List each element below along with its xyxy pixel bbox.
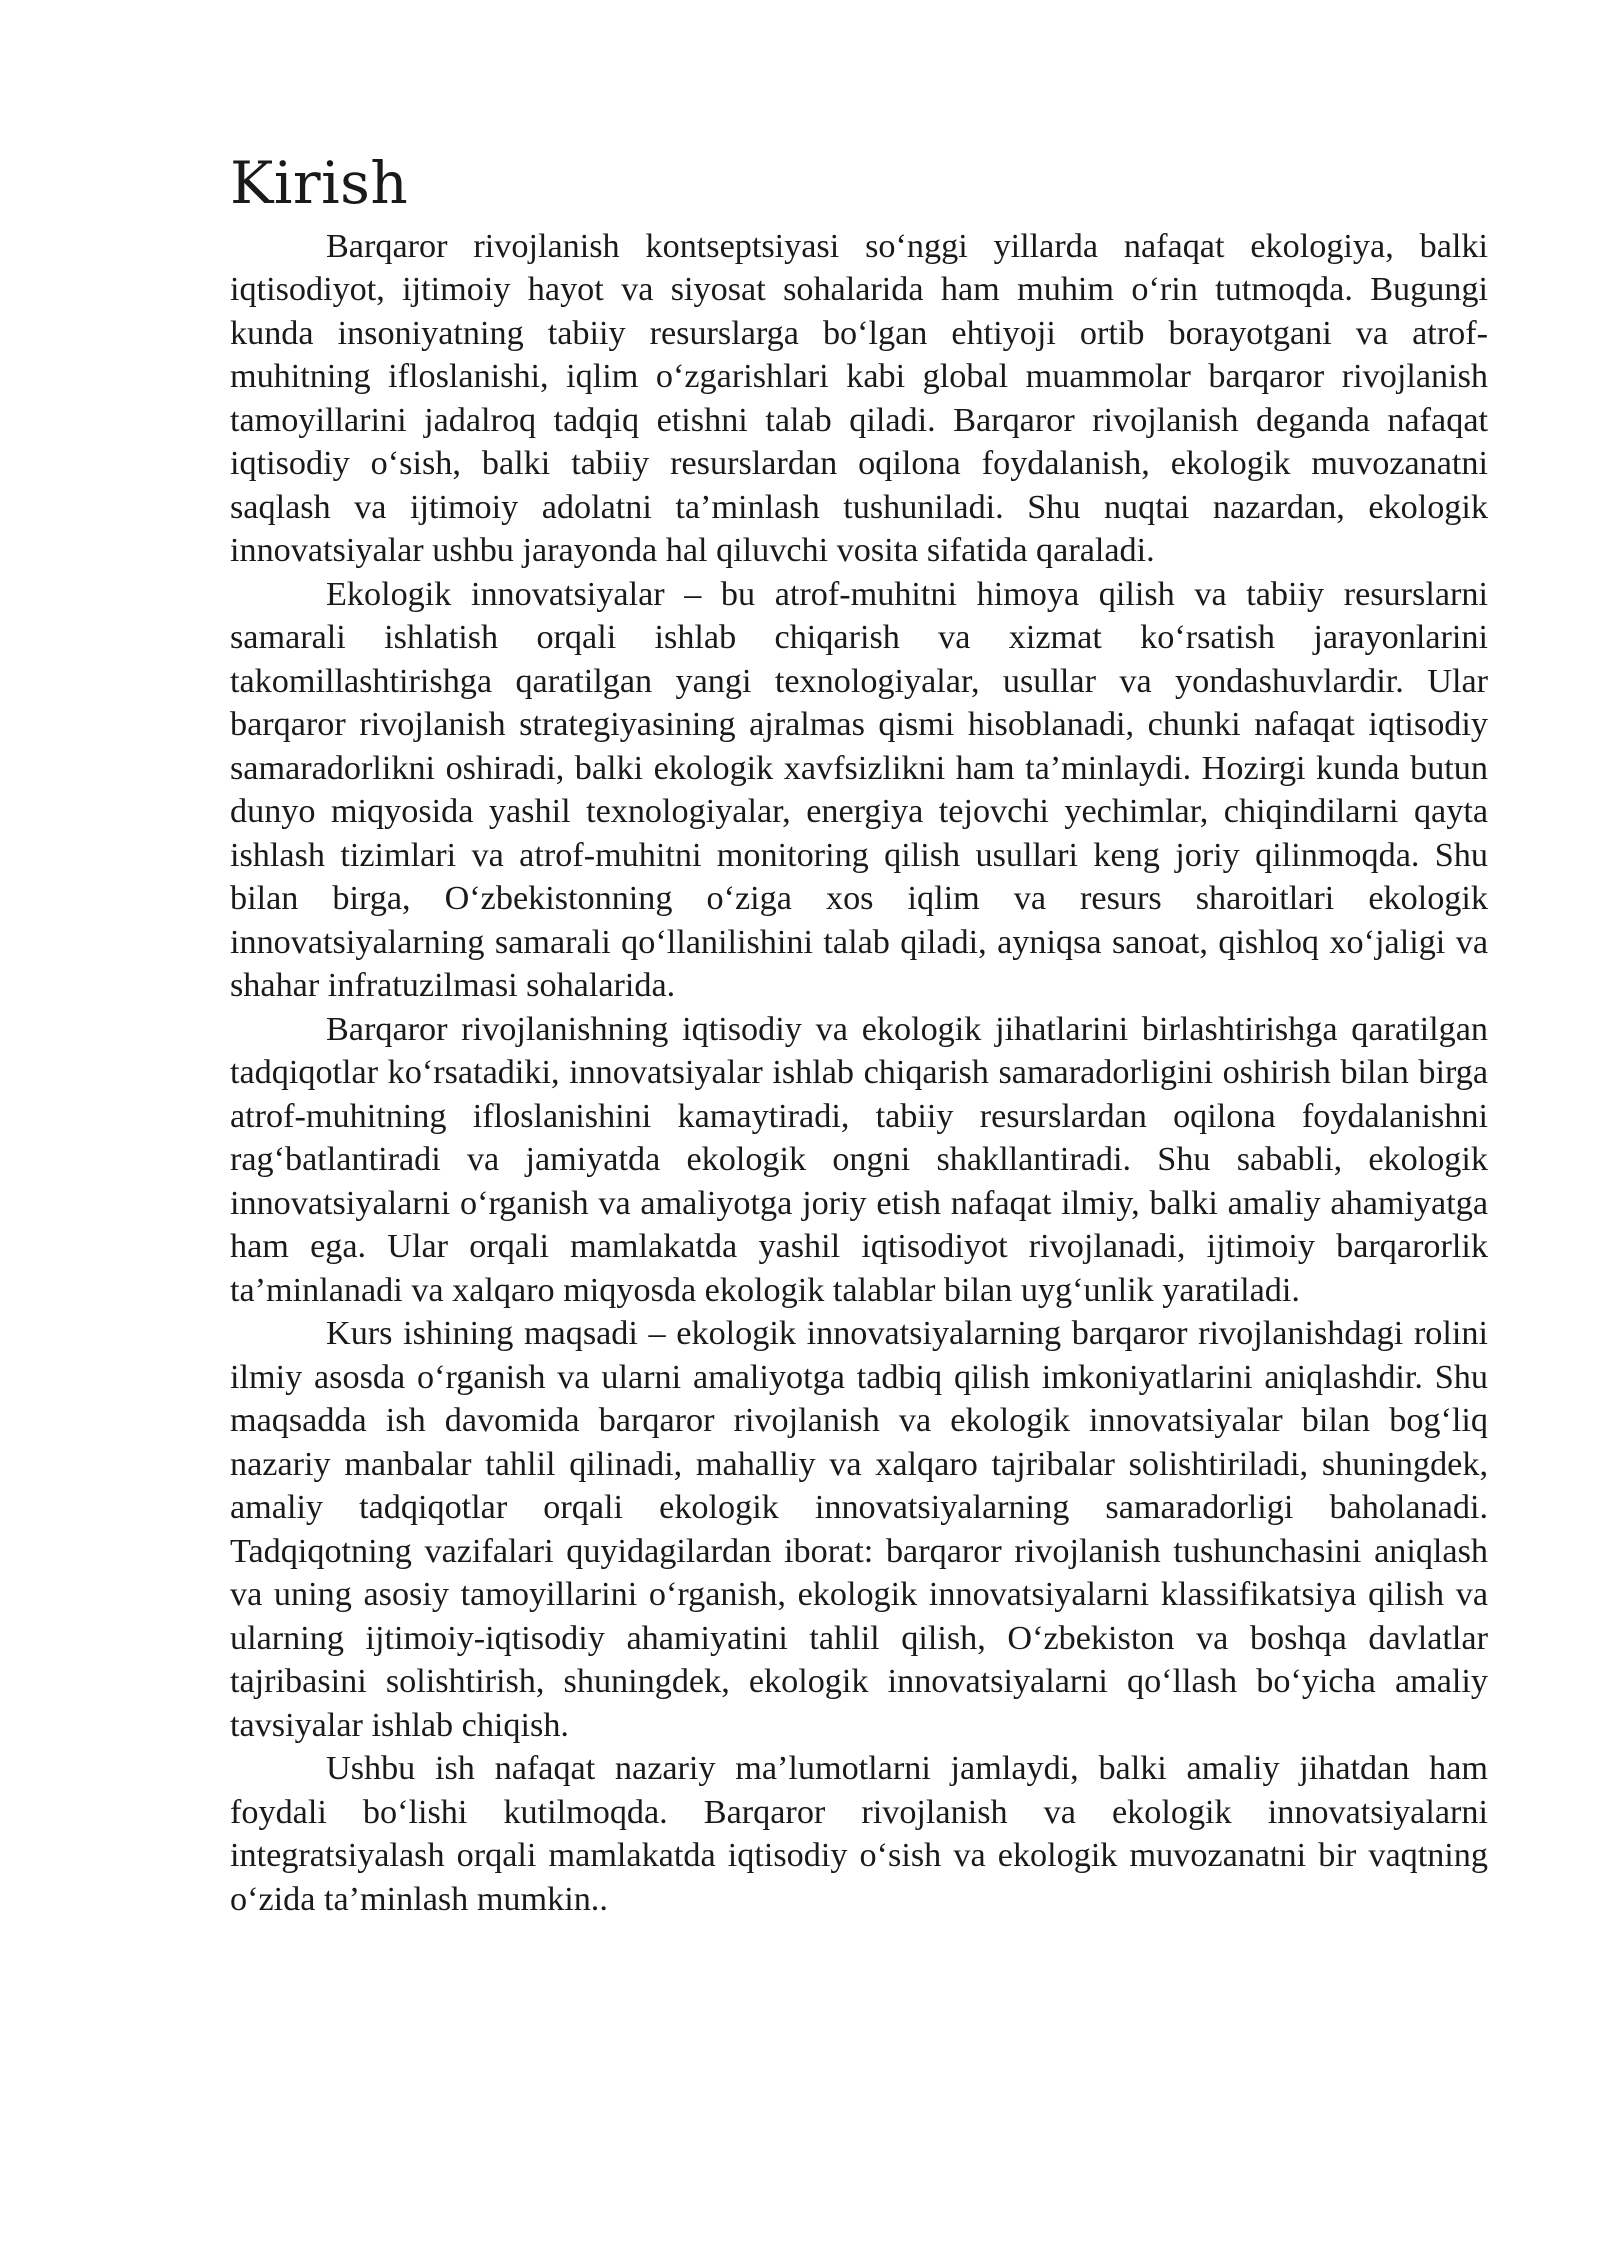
document-page [230, 150, 1488, 1921]
paragraph-1: Barqaror rivojlanish kontseptsiyasi so‘nggi yillarda nafaqat ekologiya, balki iqtisodiyot, ijtimoiy hayot va siyosat sohalarida ham muhim o‘rin tutmoqda. Bugungi kunda insoniyatning tabiiy resurslarga bo‘lgan ehtiyoji ortib borayotgani va atrof-muhitning ifloslanishi, iqlim o‘zgarishlari kabi global muammolar barqaror rivojlanish tamoyillarini jadalroq tadqiq etishni talab qiladi. Barqaror rivojlanish deganda nafaqat iqtisodiy o‘sish, balki tabiiy resurslardan oqilona foydalanish, ekologik muvozanatni saqlash va ijtimoiy adolatni ta’minlash tushuniladi. Shu nuqtai nazardan, ekologik innovatsiyalar ushbu jarayonda hal qiluvchi vosita sifatida qaraladi. [230, 227, 1488, 570]
paragraph-5: Ushbu ish nafaqat nazariy ma’lumotlarni jamlaydi, balki amaliy jihatdan ham foydali bo‘lishi kutilmoqda. Barqaror rivojlanish va ekologik innovatsiyalarni integratsiyalash orqali mamlakatda iqtisodiy o‘sish va ekologik muvozanatni bir vaqtning o‘zida ta’minlash mumkin.. [230, 1750, 1488, 1918]
paragraph-2: Ekologik innovatsiyalar – bu atrof-muhitni himoya qilish va tabiiy resurslarni samarali ishlatish orqali ishlab chiqarish va xizmat ko‘rsatish jarayonlarini takomillashtirishga qaratilgan yangi texnologiyalar, usullar va yondashuvlardir. Ular barqaror rivojlanish strategiyasining ajralmas qismi hisoblanadi, chunki nafaqat iqtisodiy samaradorlikni oshiradi, balki ekologik xavfsizlikni ham ta’minlaydi. Hozirgi kunda butun dunyo miqyosida yashil texnologiyalar, energiya tejovchi yechimlar, chiqindilarni qayta ishlash tizimlari va atrof-muhitni monitoring qilish usullari keng joriy qilinmoqda. Shu bilan birga, O‘zbekistonning o‘ziga xos iqlim va resurs sharoitlari ekologik innovatsiyalarning samarali qo‘llanilishini talab qiladi, ayniqsa sanoat, qishloq xo‘jaligi va shahar infratuzilmasi sohalarida. [230, 575, 1488, 1005]
paragraph-3: Barqaror rivojlanishning iqtisodiy va ekologik jihatlarini birlashtirishga qaratilgan tadqiqotlar ko‘rsatadiki, innovatsiyalar ishlab chiqarish samaradorligini oshirish bilan birga atrof-muhitning ifloslanishini kamaytiradi, tabiiy resurslardan oqilona foydalanishni rag‘batlantiradi va jamiyatda ekologik ongni shakllantiradi. Shu sababli, ekologik innovatsiyalarni o‘rganish va amaliyotga joriy etish nafaqat ilmiy, balki amaliy ahamiyatga ham ega. Ular orqali mamlakatda yashil iqtisodiyot rivojlanadi, ijtimoiy barqarorlik ta’minlanadi va xalqaro miqyosda ekologik talablar bilan uyg‘unlik yaratiladi. [230, 1010, 1488, 1309]
section-heading: Kirish [230, 149, 409, 217]
paragraph-4: Kurs ishining maqsadi – ekologik innovatsiyalarning barqaror rivojlanishdagi rolini ilmiy asosda o‘rganish va ularni amaliyotga tadbiq qilish imkoniyatlarini aniqlashdir. Shu maqsadda ish davomida barqaror rivojlanish va ekologik innovatsiyalar bilan bog‘liq nazariy manbalar tahlil qilinadi, mahalliy va xalqaro tajribalar solishtiriladi, shuningdek, amaliy tadqiqotlar orqali ekologik innovatsiyalarning samaradorligi baholanadi. Tadqiqotning vazifalari quyidagilardan iborat: barqaror rivojlanish tushunchasini aniqlash va uning asosiy tamoyillarini o‘rganish, ekologik innovatsiyalarni klassifikatsiya qilish va ularning ijtimoiy-iqtisodiy ahamiyatini tahlil qilish, O‘zbekiston va boshqa davlatlar tajribasini solishtirish, shuningdek, ekologik innovatsiyalarni qo‘llash bo‘yicha amaliy tavsiyalar ishlab chiqish. [230, 1315, 1488, 1744]
